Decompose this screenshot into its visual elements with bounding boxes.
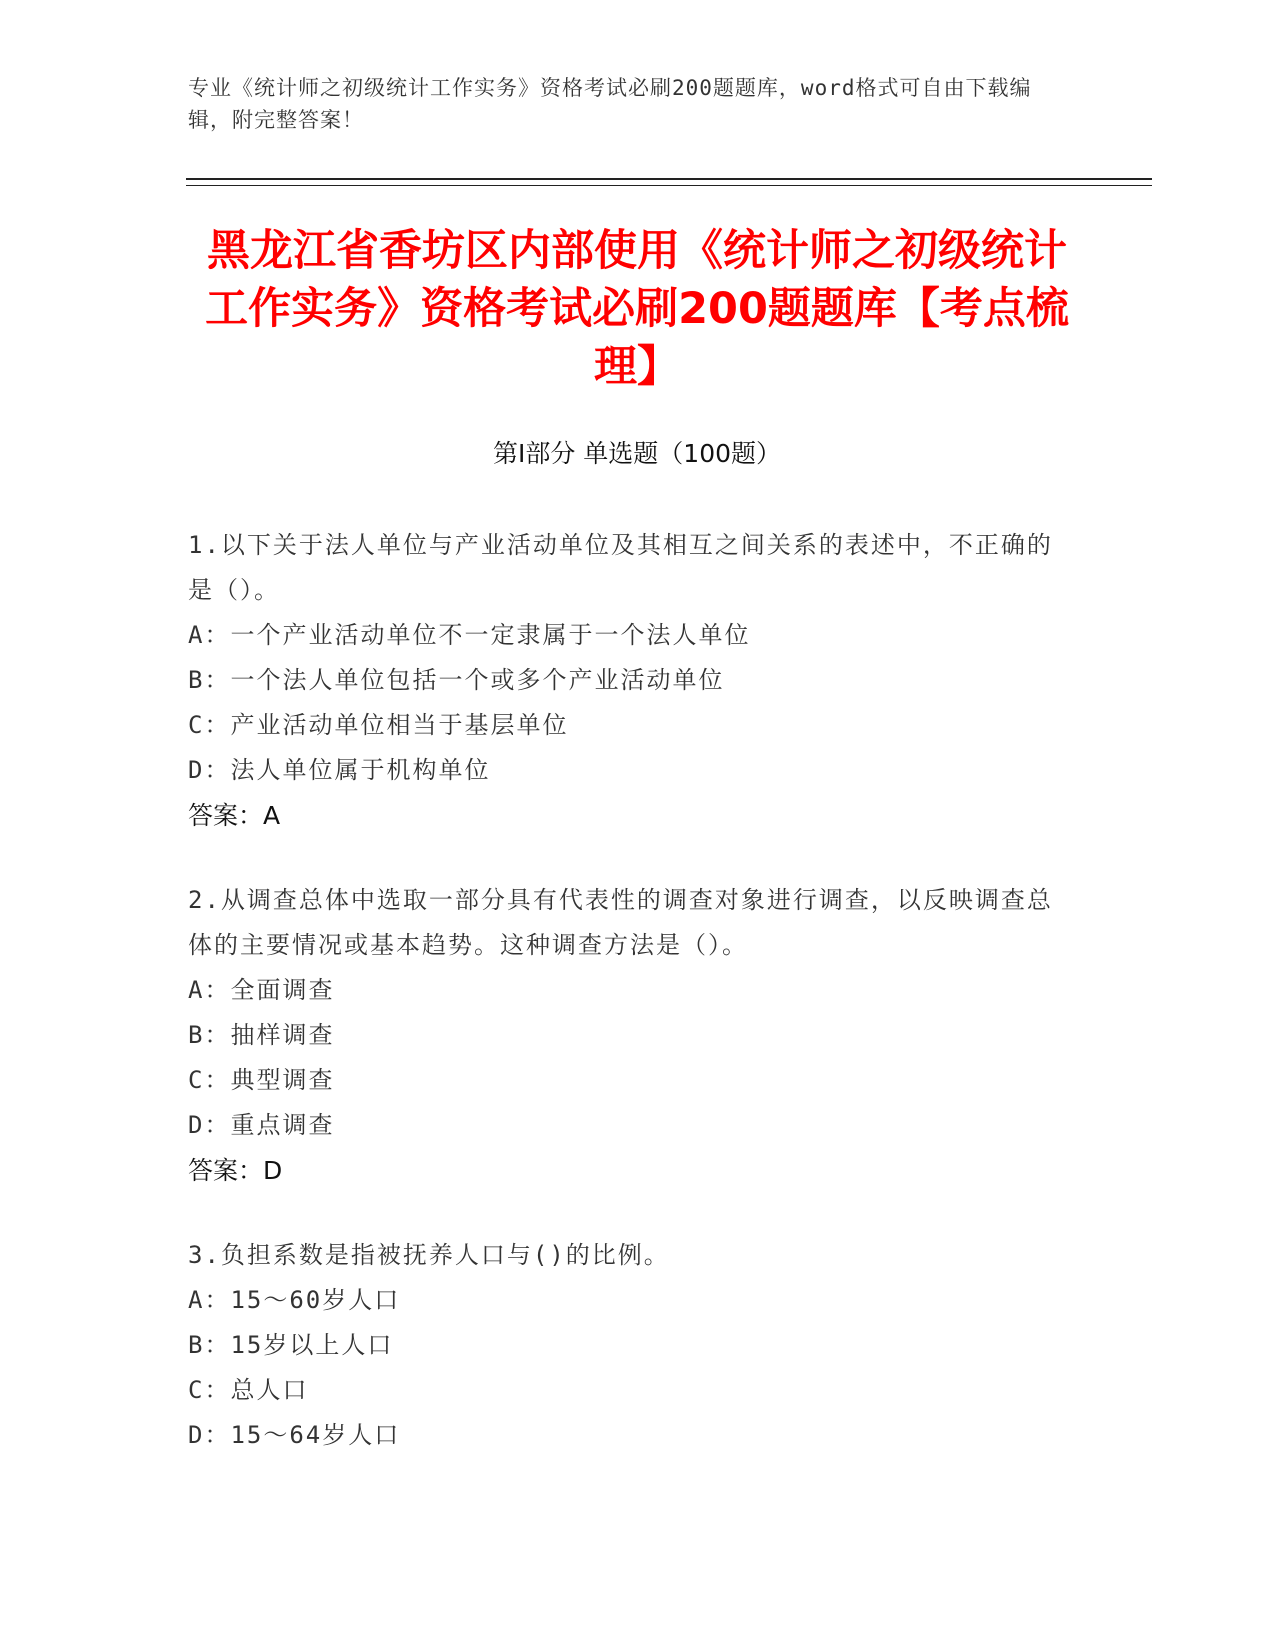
option-a: A：一个产业活动单位不一定隶属于一个法人单位 bbox=[188, 621, 751, 649]
option-c: C：典型调查 bbox=[188, 1066, 335, 1094]
option-b: B：15岁以上人口 bbox=[188, 1331, 394, 1359]
option-d: D：15～64岁人口 bbox=[188, 1421, 401, 1449]
option-d: D：法人单位属于机构单位 bbox=[188, 756, 491, 784]
question-stem: 2.从调查总体中选取一部分具有代表性的调查对象进行调查，以反映调查总体的主要情况或基本趋势。这种调查方法是（）。 bbox=[188, 886, 1053, 959]
answer: 答案：A bbox=[188, 801, 281, 830]
document-title: 黑龙江省香坊区内部使用《统计师之初级统计工作实务》资格考试必刷200题题库【考点梳理】 bbox=[205, 226, 1069, 392]
option-c: C：总人口 bbox=[188, 1376, 309, 1404]
section-title: 第Ⅰ部分 单选题（100题） bbox=[492, 439, 782, 468]
header-note: 专业《统计师之初级统计工作实务》资格考试必刷200题题库，word格式可自由下载编辑，附完整答案！ bbox=[188, 76, 1032, 132]
option-a: A：全面调查 bbox=[188, 976, 335, 1004]
question-list bbox=[188, 523, 1068, 1498]
question-stem: 1.以下关于法人单位与产业活动单位及其相互之间关系的表述中，不正确的是（）。 bbox=[188, 531, 1053, 604]
question-stem: 3.负担系数是指被抚养人口与()的比例。 bbox=[188, 1241, 670, 1269]
question-3 bbox=[188, 1233, 1068, 1458]
option-a: A：15～60岁人口 bbox=[188, 1286, 401, 1314]
question-1 bbox=[188, 523, 1068, 838]
question-2 bbox=[188, 878, 1068, 1193]
option-c: C：产业活动单位相当于基层单位 bbox=[188, 711, 569, 739]
option-b: B：抽样调查 bbox=[188, 1021, 335, 1049]
option-b: B：一个法人单位包括一个或多个产业活动单位 bbox=[188, 666, 725, 694]
header-divider-thin bbox=[186, 185, 1152, 186]
option-d: D：重点调查 bbox=[188, 1111, 335, 1139]
header-divider-thick bbox=[186, 178, 1152, 180]
answer: 答案：D bbox=[188, 1156, 283, 1185]
